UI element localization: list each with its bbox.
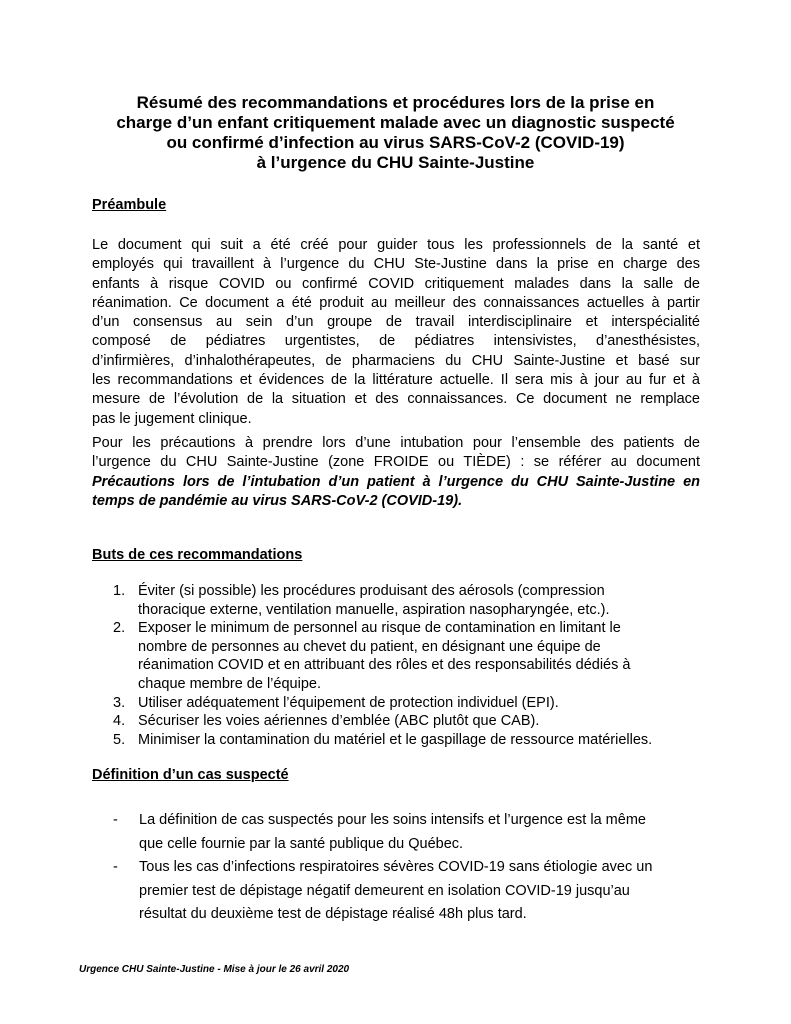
precautions-paragraph (92, 434, 700, 511)
item-line: Exposer le minimum de personnel au risque de contamination en limitant le (138, 620, 621, 637)
paragraph-line: pas le jugement clinique. (92, 410, 252, 427)
item-dash: - (113, 859, 118, 875)
item-number: 3. (113, 694, 126, 711)
item-dash: - (113, 812, 118, 828)
title-line: à l’urgence du CHU Sainte-Justine (256, 153, 535, 172)
item-line: thoracique externe, ventilation manuelle, aspiration nasopharyngée, etc.). (138, 601, 610, 618)
paragraph-line: réanimation. Ce document a été produit au meilleur des connaissances actuelles à partir (92, 294, 700, 311)
paragraph-line: les recommandations et évidences de la littérature actuelle. Il sera mis à jour au fur et à (92, 372, 700, 389)
paragraph-line: Le document qui suit a été créé pour guider tous les professionnels de la santé et (92, 237, 700, 253)
title-line: ou confirmé d’infection au virus SARS-CoV-2 (COVID-19) (166, 133, 625, 152)
paragraph-line: composé de pédiatres urgentistes, de pédiatres intensivistes, d’anesthésistes, (92, 333, 700, 350)
list-item (113, 694, 713, 713)
item-line: résultat du deuxième test de dépistage réalisé 48h plus tard. (139, 906, 527, 922)
list-item (113, 619, 713, 693)
list-item (113, 809, 713, 856)
page-footer: Urgence CHU Sainte-Justine - Mise à jour le 26 avril 2020 (79, 964, 350, 975)
item-line: premier test de dépistage négatif demeurent en isolation COVID-19 jusqu’au (139, 882, 630, 899)
preambule-paragraph (92, 236, 700, 429)
item-line: réanimation COVID et en attribuant des rôles et des responsabilités dédiés à (138, 657, 631, 674)
document-title (80, 93, 711, 173)
title-line: charge d’un enfant critiquement malade avec un diagnostic suspecté (116, 113, 675, 132)
item-line: nombre de personnes au chevet du patient, en désignant une équipe de (138, 638, 601, 655)
title-line: Résumé des recommandations et procédures lors de la prise en (136, 93, 655, 112)
item-line: La définition de cas suspectés pour les soins intensifs et l’urgence est la même (139, 812, 646, 828)
paragraph-line: d’infirmières, d’inhalothérapeutes, de pharmaciens du CHU Sainte-Justine et basé sur (92, 352, 700, 369)
paragraph-line: mesure de l’évolution de la situation et des connaissances. Ce document ne remplace (92, 391, 700, 408)
item-number: 1. (113, 583, 126, 599)
list-item (113, 856, 713, 927)
preambule-heading: Préambule (92, 197, 167, 213)
item-line: chaque membre de l’équipe. (138, 675, 321, 692)
item-line: que celle fournie par la santé publique du Québec. (139, 835, 464, 852)
list-item (113, 582, 713, 619)
document-reference: Précautions lors de l’intubation d’un patient à l’urgence du CHU Sainte-Justine en (92, 473, 700, 490)
paragraph-line: l’urgence du CHU Sainte-Justine (zone FROIDE ou TIÈDE) : se référer au document (92, 454, 700, 471)
paragraph-line: enfants à risque COVID ou confirmé COVID critiquement malades dans la salle de (92, 275, 700, 292)
document-reference: temps de pandémie au virus SARS-CoV-2 (COVID-19). (92, 492, 463, 509)
paragraph-line: d’un consensus au sein d’un groupe de travail interdisciplinaire et interspécialité (92, 314, 700, 331)
definition-list (113, 809, 713, 927)
buts-heading: Buts de ces recommandations (92, 547, 303, 563)
item-line: Minimiser la contamination du matériel et le gaspillage de ressource matérielles. (138, 731, 653, 748)
item-number: 2. (113, 620, 126, 637)
list-item (113, 712, 713, 731)
item-number: 5. (113, 731, 126, 748)
item-line: Éviter (si possible) les procédures produisant des aérosols (compression (138, 583, 605, 599)
paragraph-line: Pour les précautions à prendre lors d’une intubation pour l’ensemble des patients de (92, 435, 700, 451)
item-line: Sécuriser les voies aériennes d’emblée (ABC plutôt que CAB). (138, 713, 540, 730)
item-line: Utiliser adéquatement l’équipement de protection individuel (EPI). (138, 694, 559, 711)
paragraph-line: employés qui travaillent à l’urgence du CHU Ste-Justine dans la prise en charge des (92, 256, 700, 273)
buts-list (113, 582, 713, 749)
item-line: Tous les cas d’infections respiratoires sévères COVID-19 sans étiologie avec un (139, 859, 653, 875)
list-item (113, 731, 713, 750)
definition-heading: Définition d’un cas suspecté (92, 767, 289, 783)
item-number: 4. (113, 713, 126, 730)
